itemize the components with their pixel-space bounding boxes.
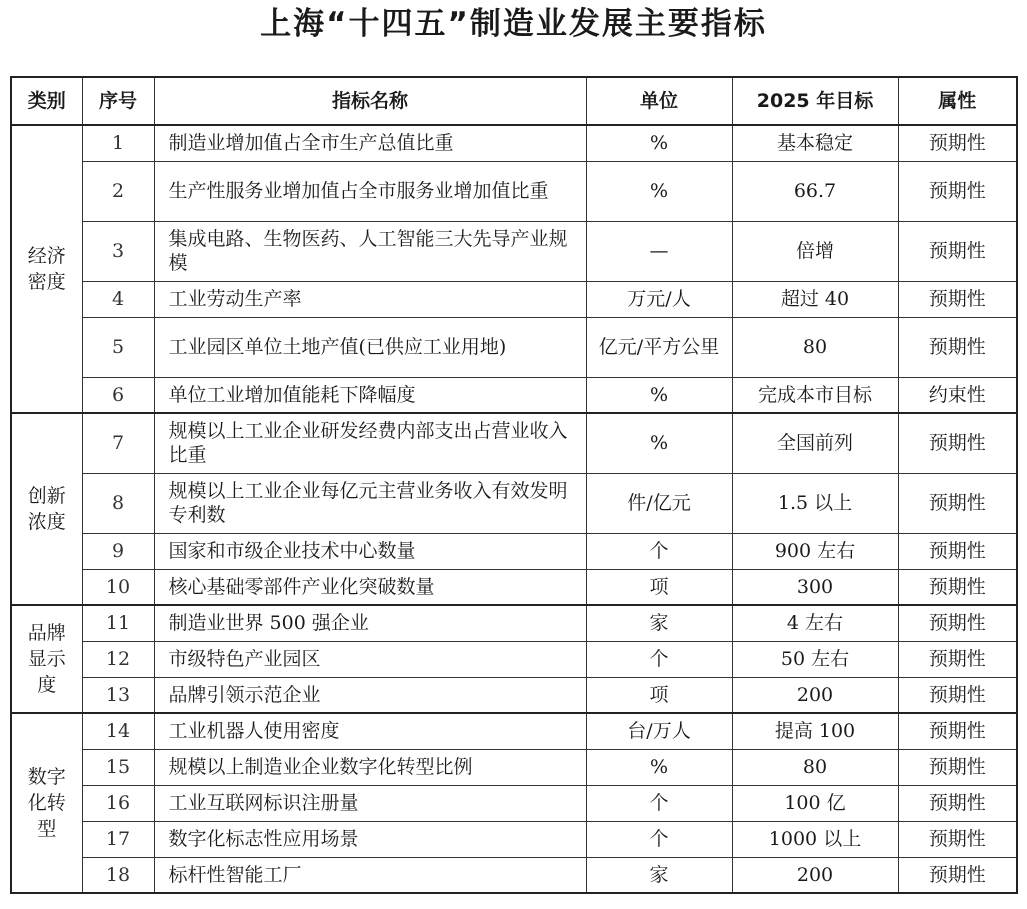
target-cell: 4 左右 <box>732 605 898 641</box>
unit-cell: % <box>586 161 732 221</box>
attribute-cell: 预期性 <box>898 473 1017 533</box>
name-cell: 市级特色产业园区 <box>154 641 586 677</box>
attribute-cell: 预期性 <box>898 317 1017 377</box>
table-row <box>11 317 1017 377</box>
header-seq: 序号 <box>82 77 154 125</box>
seq-cell: 3 <box>82 221 154 281</box>
table-row <box>11 125 1017 161</box>
name-cell: 国家和市级企业技术中心数量 <box>154 533 586 569</box>
attribute-cell: 预期性 <box>898 161 1017 221</box>
attribute-cell: 预期性 <box>898 713 1017 749</box>
unit-cell: % <box>586 413 732 473</box>
table-row <box>11 641 1017 677</box>
target-cell: 100 亿 <box>732 785 898 821</box>
seq-cell: 14 <box>82 713 154 749</box>
target-cell: 50 左右 <box>732 641 898 677</box>
table-row <box>11 473 1017 533</box>
unit-cell: 个 <box>586 785 732 821</box>
header-category: 类别 <box>11 77 82 125</box>
seq-cell: 2 <box>82 161 154 221</box>
target-cell: 80 <box>732 317 898 377</box>
attribute-cell: 预期性 <box>898 605 1017 641</box>
table-header-row <box>11 77 1017 125</box>
seq-cell: 10 <box>82 569 154 605</box>
category-label: 经济密度 <box>27 245 66 293</box>
unit-cell: 个 <box>586 533 732 569</box>
name-cell: 数字化标志性应用场景 <box>154 821 586 857</box>
seq-cell: 6 <box>82 377 154 413</box>
name-cell: 制造业增加值占全市生产总值比重 <box>154 125 586 161</box>
seq-cell: 15 <box>82 749 154 785</box>
seq-cell: 12 <box>82 641 154 677</box>
category-cell <box>11 125 82 413</box>
table-row <box>11 221 1017 281</box>
table-row <box>11 821 1017 857</box>
target-cell: 1.5 以上 <box>732 473 898 533</box>
target-cell: 80 <box>732 749 898 785</box>
seq-cell: 16 <box>82 785 154 821</box>
seq-cell: 18 <box>82 857 154 893</box>
unit-cell: 家 <box>586 857 732 893</box>
unit-cell: 个 <box>586 821 732 857</box>
target-cell: 完成本市目标 <box>732 377 898 413</box>
seq-cell: 9 <box>82 533 154 569</box>
attribute-cell: 预期性 <box>898 125 1017 161</box>
attribute-cell: 预期性 <box>898 857 1017 893</box>
name-cell: 工业劳动生产率 <box>154 281 586 317</box>
header-unit: 单位 <box>586 77 732 125</box>
table-row <box>11 161 1017 221</box>
unit-cell: 万元/人 <box>586 281 732 317</box>
unit-cell: 亿元/平方公里 <box>586 317 732 377</box>
unit-cell: 项 <box>586 677 732 713</box>
attribute-cell: 预期性 <box>898 221 1017 281</box>
table-row <box>11 281 1017 317</box>
target-cell: 基本稳定 <box>732 125 898 161</box>
name-cell: 工业机器人使用密度 <box>154 713 586 749</box>
category-label: 品牌显示度 <box>27 622 66 696</box>
unit-cell: 项 <box>586 569 732 605</box>
name-cell: 制造业世界 500 强企业 <box>154 605 586 641</box>
name-cell: 生产性服务业增加值占全市服务业增加值比重 <box>154 161 586 221</box>
attribute-cell: 预期性 <box>898 413 1017 473</box>
attribute-cell: 预期性 <box>898 569 1017 605</box>
name-cell: 工业园区单位土地产值(已供应工业用地) <box>154 317 586 377</box>
header-name: 指标名称 <box>154 77 586 125</box>
attribute-cell: 预期性 <box>898 281 1017 317</box>
table-row <box>11 677 1017 713</box>
table-row <box>11 749 1017 785</box>
seq-cell: 1 <box>82 125 154 161</box>
name-cell: 集成电路、生物医药、人工智能三大先导产业规模 <box>154 221 586 281</box>
unit-cell: % <box>586 377 732 413</box>
name-cell: 核心基础零部件产业化突破数量 <box>154 569 586 605</box>
attribute-cell: 预期性 <box>898 785 1017 821</box>
attribute-cell: 预期性 <box>898 533 1017 569</box>
table-row <box>11 605 1017 641</box>
category-label: 数字化转型 <box>27 766 66 840</box>
attribute-cell: 预期性 <box>898 749 1017 785</box>
seq-cell: 13 <box>82 677 154 713</box>
category-cell <box>11 713 82 893</box>
name-cell: 品牌引领示范企业 <box>154 677 586 713</box>
table-row <box>11 413 1017 473</box>
indicators-table <box>10 76 1018 894</box>
table-row <box>11 857 1017 893</box>
table-row <box>11 713 1017 749</box>
attribute-cell: 预期性 <box>898 821 1017 857</box>
name-cell: 规模以上工业企业每亿元主营业务收入有效发明专利数 <box>154 473 586 533</box>
target-cell: 1000 以上 <box>732 821 898 857</box>
seq-cell: 17 <box>82 821 154 857</box>
page-title: 上海“十四五”制造业发展主要指标 <box>260 6 767 42</box>
target-cell: 超过 40 <box>732 281 898 317</box>
header-attribute: 属性 <box>898 77 1017 125</box>
seq-cell: 8 <box>82 473 154 533</box>
unit-cell: 件/亿元 <box>586 473 732 533</box>
target-cell: 200 <box>732 677 898 713</box>
unit-cell: 个 <box>586 641 732 677</box>
table-row <box>11 785 1017 821</box>
header-target: 2025 年目标 <box>732 77 898 125</box>
table-body <box>11 125 1017 893</box>
category-cell <box>11 605 82 713</box>
seq-cell: 5 <box>82 317 154 377</box>
attribute-cell: 约束性 <box>898 377 1017 413</box>
category-cell <box>11 413 82 605</box>
seq-cell: 7 <box>82 413 154 473</box>
name-cell: 规模以上工业企业研发经费内部支出占营业收入比重 <box>154 413 586 473</box>
category-label: 创新浓度 <box>27 485 66 533</box>
name-cell: 单位工业增加值能耗下降幅度 <box>154 377 586 413</box>
unit-cell: — <box>586 221 732 281</box>
table-row <box>11 533 1017 569</box>
target-cell: 倍增 <box>732 221 898 281</box>
unit-cell: 台/万人 <box>586 713 732 749</box>
target-cell: 300 <box>732 569 898 605</box>
target-cell: 提高 100 <box>732 713 898 749</box>
seq-cell: 4 <box>82 281 154 317</box>
name-cell: 标杆性智能工厂 <box>154 857 586 893</box>
name-cell: 工业互联网标识注册量 <box>154 785 586 821</box>
target-cell: 66.7 <box>732 161 898 221</box>
target-cell: 200 <box>732 857 898 893</box>
unit-cell: % <box>586 749 732 785</box>
target-cell: 900 左右 <box>732 533 898 569</box>
unit-cell: 家 <box>586 605 732 641</box>
table-row <box>11 569 1017 605</box>
unit-cell: % <box>586 125 732 161</box>
attribute-cell: 预期性 <box>898 641 1017 677</box>
table-row <box>11 377 1017 413</box>
target-cell: 全国前列 <box>732 413 898 473</box>
attribute-cell: 预期性 <box>898 677 1017 713</box>
seq-cell: 11 <box>82 605 154 641</box>
name-cell: 规模以上制造业企业数字化转型比例 <box>154 749 586 785</box>
